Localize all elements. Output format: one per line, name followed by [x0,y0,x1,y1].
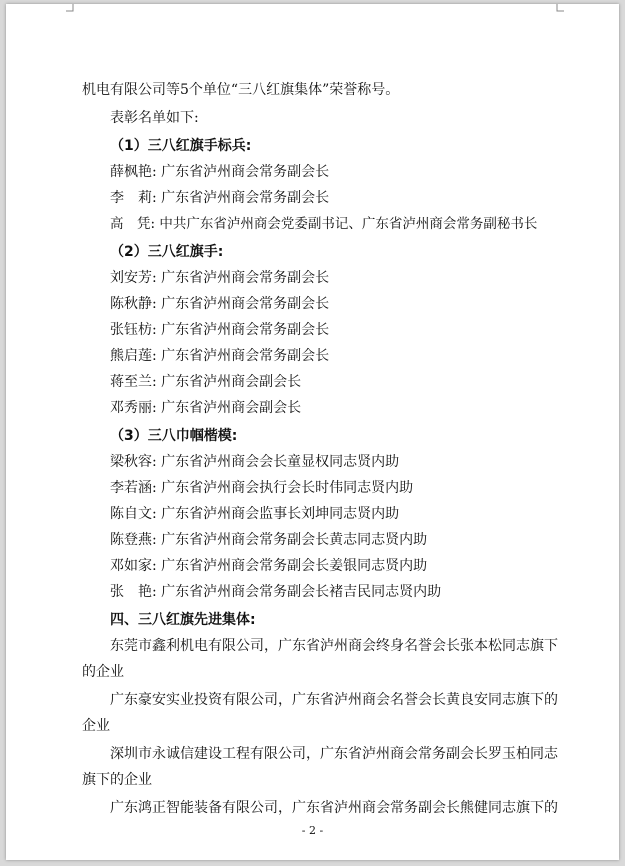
person-role: 中共广东省泸州商会党委副书记、广东省泸州商会常务副秘书长 [159,216,538,232]
person-name: 陈登燕 [110,532,152,548]
person-role: 广东省泸州商会常务副会长 [161,322,330,338]
person-role: 广东省泸州商会执行会长时伟同志贤内助 [161,480,414,496]
document-page [6,4,619,860]
person-name: 陈秋静 [110,296,152,312]
person-role: 广东省泸州商会常务副会长姜银同志贤内助 [161,558,428,574]
person-name: 李 莉 [110,190,152,206]
person-role: 广东省泸州商会常务副会长黄志同志贤内助 [161,532,428,548]
list-item: 陈自文: 广东省泸州商会监事长刘坤同志贤内助 [110,506,400,522]
person-name: 陈自文 [110,506,152,522]
person-name: 蒋至兰 [110,374,152,390]
person-role: 广东省泸州商会常务副会长 [161,348,330,364]
list-item: 蒋至兰: 广东省泸州商会副会长 [110,374,302,390]
person-role: 广东省泸州商会常务副会长褚吉民同志贤内助 [161,584,442,600]
person-name: 熊启莲 [110,348,152,364]
person-name: 薛枫艳 [110,164,152,180]
person-role: 广东省泸州商会常务副会长 [161,190,330,206]
collective-line1: 广东鸿正智能装备有限公司，广东省泸州商会常务副会长熊健同志旗下的 [110,800,558,816]
section1-title: （1）三八红旗手标兵: [110,138,252,154]
list-heading: 表彰名单如下: [110,110,199,126]
person-role: 广东省泸州商会常务副会长 [161,270,330,286]
list-item: 邓秀丽: 广东省泸州商会副会长 [110,400,302,416]
list-item: 陈秋静: 广东省泸州商会常务副会长 [110,296,330,312]
collective-line1: 广东豪安实业投资有限公司，广东省泸州商会名誉会长黄良安同志旗下的 [110,692,558,708]
list-item: 邓如家: 广东省泸州商会常务副会长姜银同志贤内助 [110,558,428,574]
person-name: 张 艳 [110,584,152,600]
collective-line1: 东莞市鑫利机电有限公司，广东省泸州商会终身名誉会长张本松同志旗下 [110,638,558,654]
person-name: 邓秀丽 [110,400,152,416]
collective-line2: 企业 [82,718,110,734]
section4-title: 四、三八红旗先进集体: [110,612,256,628]
person-role: 广东省泸州商会副会长 [161,374,302,390]
person-role: 广东省泸州商会常务副会长 [161,296,330,312]
list-item: 陈登燕: 广东省泸州商会常务副会长黄志同志贤内助 [110,532,428,548]
person-role: 广东省泸州商会常务副会长 [161,164,330,180]
list-item: 李若涵: 广东省泸州商会执行会长时伟同志贤内助 [110,480,414,496]
list-item: 梁秋容: 广东省泸州商会会长童显权同志贤内助 [110,454,400,470]
person-name: 李若涵 [110,480,152,496]
list-item: 张 艳: 广东省泸州商会常务副会长褚吉民同志贤内助 [110,584,442,600]
intro-text: 机电有限公司等5个单位“三八红旗集体”荣誉称号。 [82,82,400,98]
person-role: 广东省泸州商会监事长刘坤同志贤内助 [161,506,400,522]
list-item: 熊启莲: 广东省泸州商会常务副会长 [110,348,330,364]
collective-line1: 深圳市永诚信建设工程有限公司，广东省泸州商会常务副会长罗玉柏同志 [110,746,558,762]
person-name: 高 凭 [110,216,151,232]
person-name: 梁秋容 [110,454,152,470]
person-role: 广东省泸州商会会长童显权同志贤内助 [161,454,400,470]
list-item: 高 凭: 中共广东省泸州商会党委副书记、广东省泸州商会常务副秘书长 [110,216,538,232]
list-item: 张钰枋: 广东省泸州商会常务副会长 [110,322,330,338]
list-item: 李 莉: 广东省泸州商会常务副会长 [110,190,330,206]
list-item: 薛枫艳: 广东省泸州商会常务副会长 [110,164,330,180]
page-number: - 2 - [301,824,324,837]
crop-mark-top-left [66,4,74,12]
section2-title: （2）三八红旗手: [110,244,224,260]
person-role: 广东省泸州商会副会长 [161,400,302,416]
section3-title: （3）三八巾帼楷模: [110,428,238,444]
collective-line2: 的企业 [82,664,124,680]
person-name: 刘安芳 [110,270,152,286]
person-name: 邓如家 [110,558,152,574]
list-item: 刘安芳: 广东省泸州商会常务副会长 [110,270,330,286]
person-name: 张钰枋 [110,322,152,338]
collective-line2: 旗下的企业 [82,772,152,788]
crop-mark-top-right [556,4,564,12]
